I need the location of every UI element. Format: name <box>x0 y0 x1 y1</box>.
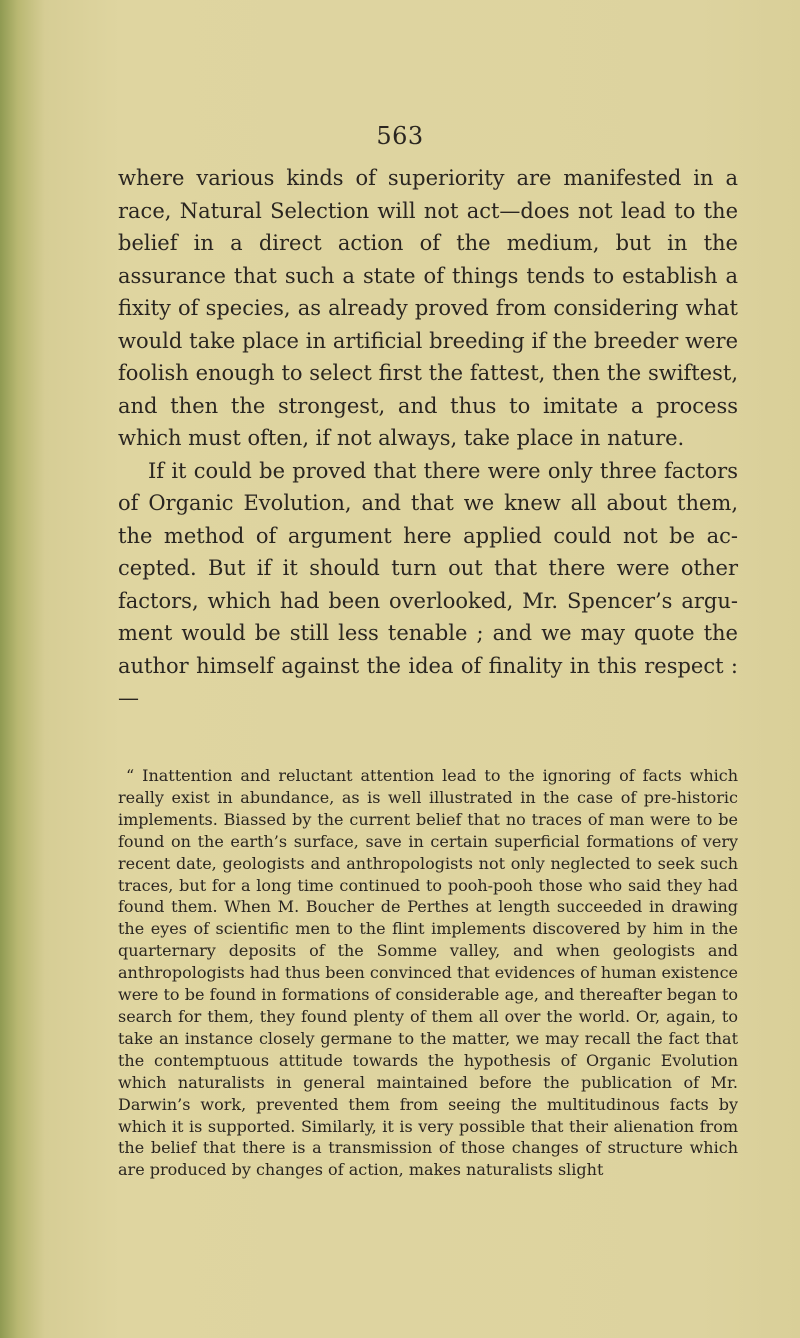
quote-text: “ Inattention and reluctant attention lead to the ignoring of facts which really exist in abundance, as is well illustrated in the case of pre-historic implements. Biassed by the current belief that no traces of man were to be found on the earth’s surface, save in certain superficial formations of very recent date, geologists and anthropologists not only neglected to seek such traces, but for a long time continued to pooh-pooh those who said they had found them. When M. Boucher de Perthes at length succeeded in drawing the eyes of scientific men to the flint implements discovered by him in the quarternary deposits of the Somme valley, and when geologists and anthropologists had thus been convinced that evidences of human existence were to be found in formations of considerable age, and thereafter began to search for them, they found plenty of them all over the world. Or, again, to take an instance closely germane to the matter, we may recall the fact that the contemptuous attitude towards the hypothesis of Organic Evolution which naturalists in general maintained before the publication of Mr. Darwin’s work, prevented them from seeing the multitudinous facts by which it is supported. Similarly, it is very possible that their alienation from the belief that there is a transmission of those changes of structure which are produced by changes of action, makes naturalists slight <box>118 766 738 1180</box>
paragraph-1: where various kinds of superiority are manifested in a race, Natural Selection will not act—does not lead to the belief in a direct action of the medium, but in the assurance that such a state of things tends to establish a fixity of species, as already proved from considering what would take place in artificial breeding if the breeder were foolish enough to select first the fattest, then the swiftest, and then the strongest, and thus to imitate a process which must often, if not always, take place in nature. <box>118 166 738 450</box>
block-quote <box>118 765 738 1181</box>
page-number: 563 <box>376 122 424 150</box>
paragraph-2: If it could be proved that there were only three factors of Organic Evolution, and that we knew all about them, the method of argument here applied could not be accepted. But if it should turn out that there were other factors, which had been overlooked, Mr. Spencer’s argument would be still less tenable ; and we may quote the author himself against the idea of finality in this respect :— <box>118 458 738 710</box>
main-text <box>118 162 738 715</box>
